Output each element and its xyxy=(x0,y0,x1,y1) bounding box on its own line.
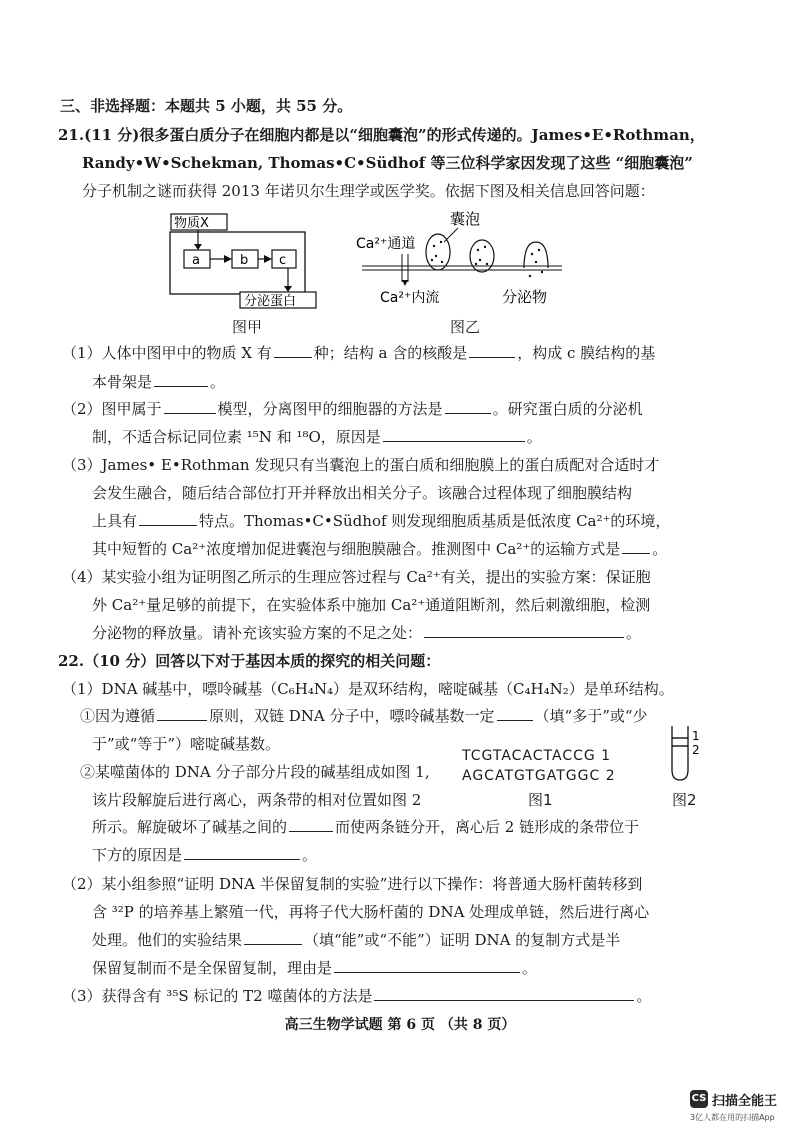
q22-part1-line1: （1）DNA 碱基中，嘌呤碱基（C₆H₄N₄）是双环结构，嘧啶碱基（C₄H₄N₂）是单环结构。 xyxy=(62,680,674,698)
node-b-label: b xyxy=(240,253,249,268)
q22-part2-line3: 处理。他们的实验结果 （填“能”或“不能”）证明 DNA 的复制方式是半 xyxy=(92,931,621,949)
q22-part1-line7: 下方的原因是 。 xyxy=(92,846,318,864)
q21-part3-line1: （3）James• E•Rothman 发现只有当囊泡上的蛋白质和细胞膜上的蛋白质配对合适时才 xyxy=(62,456,660,474)
secretion-label: 分泌物 xyxy=(502,288,548,306)
node-a-label: a xyxy=(192,253,200,268)
vesicle-3-fusing xyxy=(524,242,548,268)
camscanner-logo: CS xyxy=(690,1090,708,1108)
q21-part2-line2: 制，不适合标记同位素 ¹⁵N 和 ¹⁸O，原因是 。 xyxy=(92,428,542,446)
q22-part2-line1: （2）某小组参照“证明 DNA 半保留复制的实验”进行以下操作：将普通大肠杆菌转移到 xyxy=(62,875,643,893)
figure-b-caption: 图乙 xyxy=(450,318,481,336)
q21-intro-line3: 分子机制之谜而获得 2013 年诺贝尔生理学或医学奖。依据下图及相关信息回答问题： xyxy=(82,182,655,200)
q22-part1-line2: ①因为遵循 原则，双链 DNA 分子中，嘌呤碱基数一定 （填“多于”或“少 xyxy=(80,707,648,725)
q22-part1-line6: 所示。解旋破坏了碱基之间的 而使两条链分开，离心后 2 链形成的条带位于 xyxy=(92,818,640,836)
section-title: 三、非选择题：本题共 5 小题，共 55 分。 xyxy=(60,97,353,115)
page-footer: 高三生物学试题 第 6 页 （共 8 页） xyxy=(284,1017,516,1033)
q21-part3-line2: 会发生融合，随后结合部位打开并释放出相关分子。该融合过程体现了细胞膜结构 xyxy=(92,484,633,502)
band-2-label: 2 xyxy=(692,743,700,757)
vesicle-label: 囊泡 xyxy=(450,210,481,228)
figure2-centrifuge-tube xyxy=(668,724,708,784)
figure1-strand-2: AGCATGTGATGGC 2 xyxy=(462,768,616,784)
q21-part1-line1: （1）人体中图甲中的物质 X 有 种；结构 a 含的核酸是 ，构成 c 膜结构的基 xyxy=(62,344,656,362)
q21-part4-line2: 外 Ca²⁺量足够的前提下，在实验体系中施加 Ca²⁺通道阻断剂，然后刺激细胞，检测 xyxy=(92,596,651,614)
vesicle-2 xyxy=(470,240,494,272)
band-1-label: 1 xyxy=(692,729,700,743)
calcium-channel-label: Ca²⁺通道 xyxy=(356,236,416,252)
substance-x-label: 物质X xyxy=(174,216,209,231)
figure2-caption: 图2 xyxy=(672,791,697,809)
q21-intro-line2: Randy•W•Schekman, Thomas•C•Südhof 等三位科学家因发现了这些 “细胞囊泡” xyxy=(82,154,693,172)
q22-part1-line5: 该片段解旋后进行离心，两条带的相对位置如图 2 xyxy=(92,791,422,809)
secreted-protein-label: 分泌蛋白 xyxy=(244,294,297,309)
q22-part2-line4: 保留复制而不是全保留复制，理由是 。 xyxy=(92,959,538,977)
q21-intro-line1: 21.(11 分)很多蛋白质分子在细胞内都是以“细胞囊泡”的形式传递的。James•E•Rothman， xyxy=(58,126,705,144)
q21-part2-line1: （2）图甲属于 模型，分离图甲的细胞器的方法是 。研究蛋白质的分泌机 xyxy=(62,400,643,418)
q21-part3-line3: 上具有 特点。Thomas•C•Südhof 则发现细胞质基质是低浓度 Ca²⁺的环境， xyxy=(92,512,671,530)
q22-part1-line4: ②某噬菌体的 DNA 分子部分片段的碱基组成如图 1, xyxy=(80,763,430,781)
figure-a-caption: 图甲 xyxy=(232,318,263,336)
q22-part2-line2: 含 ³²P 的培养基上繁殖一代，再将子代大肠杆菌的 DNA 处理成单链，然后进行离心 xyxy=(92,903,650,921)
vesicle-1 xyxy=(426,234,450,270)
camscanner-name: 扫描全能王 xyxy=(712,1094,778,1109)
calcium-influx-label: Ca²⁺内流 xyxy=(380,290,440,306)
node-c-label: c xyxy=(279,253,287,268)
q21-part1-line2: 本骨架是 。 xyxy=(92,373,226,391)
q22-part3-line1: （3）获得含有 ³⁵S 标记的 T2 噬菌体的方法是 。 xyxy=(62,987,652,1005)
q22-part1-line3: 于”或“等于”）嘧啶碱基数。 xyxy=(92,735,281,753)
figure1-strand-1: TCGTACACTACCG 1 xyxy=(462,748,612,764)
figure1-caption: 图1 xyxy=(528,791,553,809)
figure-a-diagram xyxy=(160,208,350,320)
q21-part4-line1: （4）某实验小组为证明图乙所示的生理应答过程与 Ca²⁺有关，提出的实验方案：保证胞 xyxy=(62,568,651,586)
q21-part3-line4: 其中短暂的 Ca²⁺浓度增加促进囊泡与细胞膜融合。推测图中 Ca²⁺的运输方式是 。 xyxy=(92,540,668,558)
camscanner-slogan: 3亿人都在用的扫描App xyxy=(690,1113,775,1122)
q21-part4-line3: 分泌物的释放量。请补充该实验方案的不足之处： 。 xyxy=(92,624,642,642)
q22-intro: 22.（10 分）回答以下对于基因本质的探究的相关问题： xyxy=(58,652,441,670)
figure-b-diagram xyxy=(352,206,572,312)
